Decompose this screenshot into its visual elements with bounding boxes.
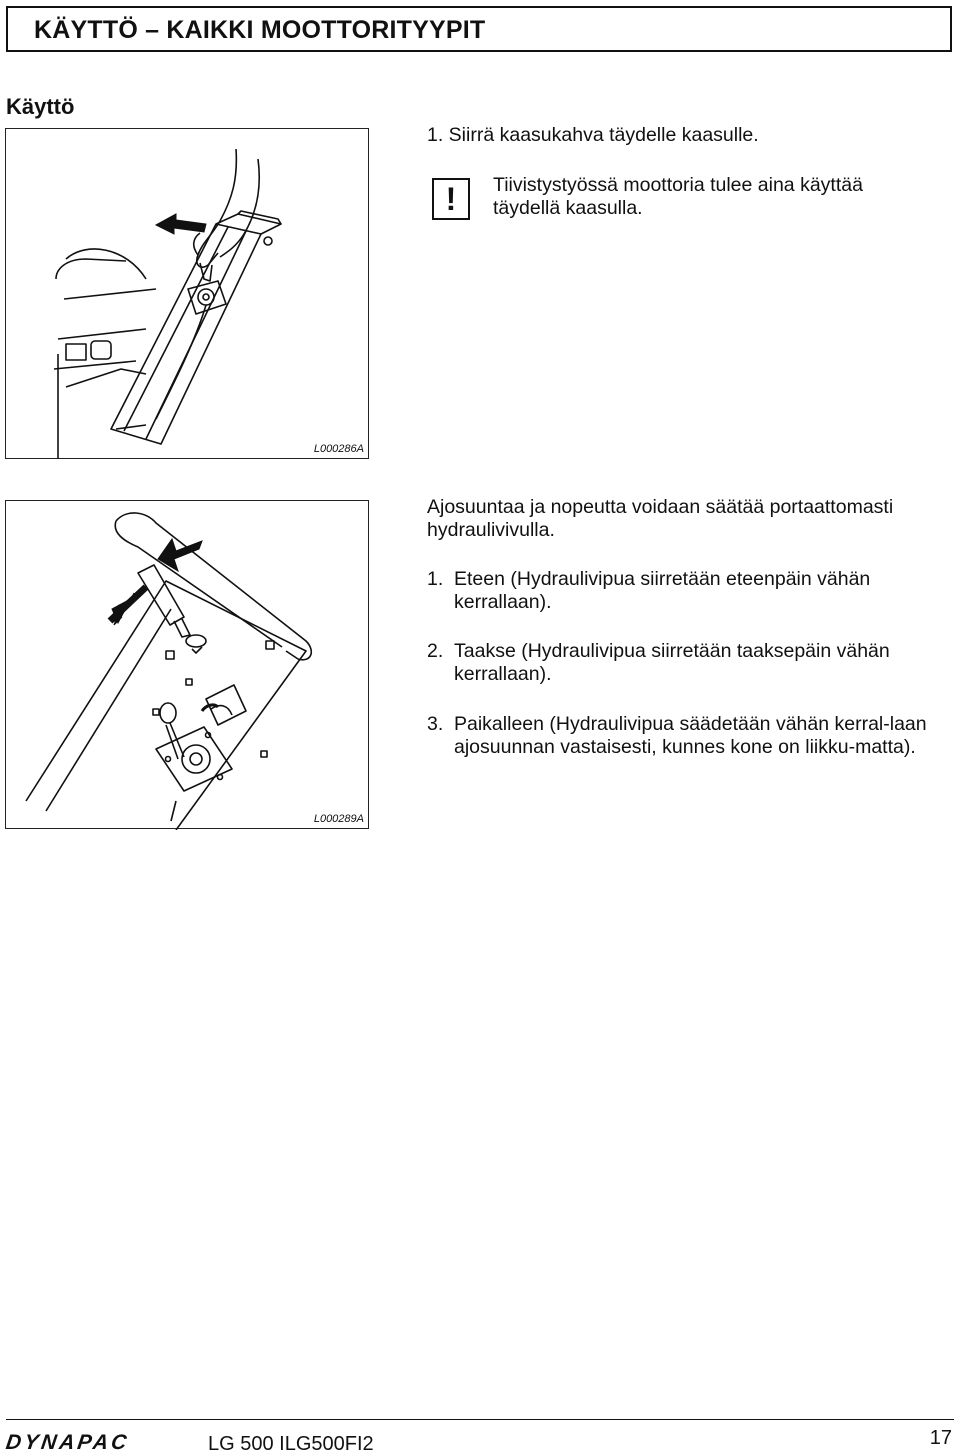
warning-text: Tiivistystyössä moottoria tulee aina käyttää täydellä kaasulla.	[493, 174, 863, 219]
list-item-text: Eteen (Hydraulivipua siirretään eteenpäin vähän kerrallaan).	[454, 568, 871, 613]
footer-divider	[6, 1419, 954, 1420]
hydraulic-intro: Ajosuuntaa ja nopeutta voidaan säätää portaattomasti hydraulivivulla.	[427, 496, 894, 541]
throttle-illustration	[5, 128, 369, 459]
hydraulic-lever-illustration	[5, 500, 369, 829]
hydraulic-drawing	[6, 501, 370, 830]
list-item-text: Paikalleen (Hydraulivipua säädetään vähän kerral-laan ajosuunnan vastaisesti, kunnes kone on liikku-matta).	[454, 713, 927, 758]
list-item-text: Taakse (Hydraulivipua siirretään taaksepäin vähän kerrallaan).	[454, 640, 890, 685]
brand-logo: DYNAPAC	[4, 1431, 131, 1454]
list-item	[427, 568, 957, 614]
page-number: 17	[929, 1427, 952, 1449]
figure-code: L000286A	[313, 443, 364, 455]
figure-code: L000289A	[313, 813, 364, 825]
section-title: Käyttö	[6, 94, 75, 119]
throttle-drawing	[6, 129, 370, 460]
list-item-number: 3.	[427, 713, 444, 735]
throttle-step: 1. Siirrä kaasukahva täydelle kaasulle.	[427, 124, 759, 146]
footer-model: LG 500 ILG500FI2	[208, 1433, 374, 1455]
page-header	[6, 6, 952, 52]
page-title: KÄYTTÖ – KAIKKI MOOTTORITYYPIT	[34, 16, 486, 44]
list-item-number: 2.	[427, 640, 444, 662]
list-item	[427, 640, 957, 686]
list-item-number: 1.	[427, 568, 444, 590]
list-item	[427, 713, 957, 759]
warning-icon: !	[432, 178, 470, 220]
